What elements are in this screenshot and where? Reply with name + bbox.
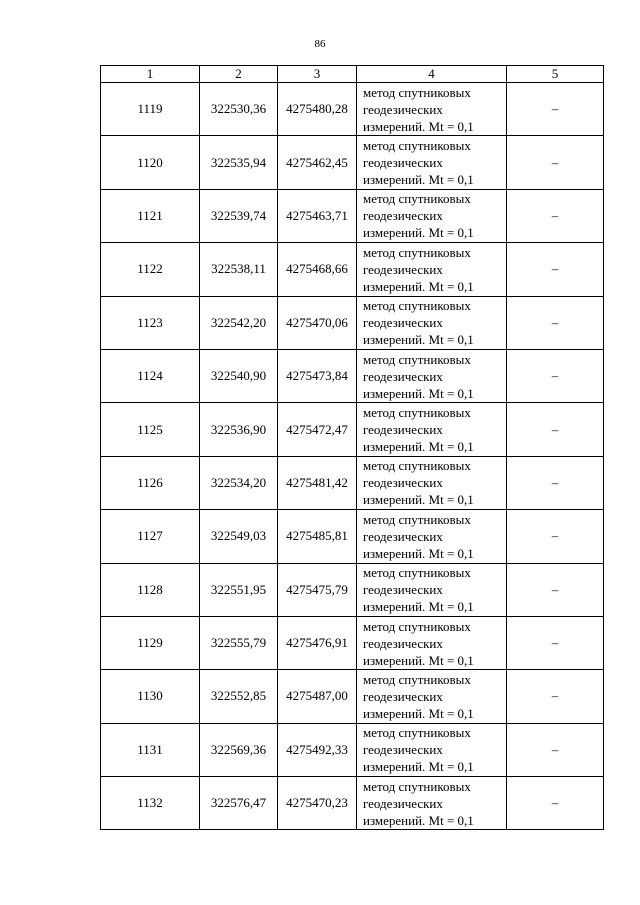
method-line: метод спутниковых [363, 298, 471, 314]
method-line: измерений. Mt = 0,1 [363, 225, 474, 241]
note-cell: – [507, 616, 604, 669]
method-line: геодезических [363, 635, 443, 651]
note-cell: – [507, 349, 604, 402]
table-row [101, 83, 604, 136]
x-coordinate-cell: 322530,36 [200, 83, 278, 136]
point-number-cell: 1127 [101, 510, 200, 563]
column-header-4: 4 [357, 66, 507, 83]
note-cell: – [507, 777, 604, 830]
method-line: геодезических [363, 422, 443, 438]
method-line: геодезических [363, 208, 443, 224]
note-cell: – [507, 136, 604, 189]
method-cell [357, 563, 507, 616]
method-line: измерений. Mt = 0,1 [363, 812, 474, 828]
point-number-cell: 1126 [101, 456, 200, 509]
method-cell [357, 296, 507, 349]
table-row [101, 563, 604, 616]
method-line: измерений. Mt = 0,1 [363, 278, 474, 294]
x-coordinate-cell: 322536,90 [200, 403, 278, 456]
method-line: метод спутниковых [363, 671, 471, 687]
table-row [101, 616, 604, 669]
table-row [101, 777, 604, 830]
point-number-cell: 1123 [101, 296, 200, 349]
method-line: метод спутниковых [363, 725, 471, 741]
point-number-cell: 1131 [101, 723, 200, 776]
x-coordinate-cell: 322539,74 [200, 189, 278, 242]
method-line: метод спутниковых [363, 138, 471, 154]
point-number-cell: 1124 [101, 349, 200, 402]
method-line: геодезических [363, 101, 443, 117]
method-line: метод спутниковых [363, 458, 471, 474]
method-cell [357, 243, 507, 296]
x-coordinate-cell: 322576,47 [200, 777, 278, 830]
method-line: измерений. Mt = 0,1 [363, 492, 474, 508]
point-number-cell: 1132 [101, 777, 200, 830]
note-cell: – [507, 723, 604, 776]
y-coordinate-cell: 4275476,91 [278, 616, 357, 669]
method-cell [357, 510, 507, 563]
page-number: 86 [314, 38, 326, 50]
coordinates-table [100, 65, 604, 830]
method-line: геодезических [363, 315, 443, 331]
method-line: метод спутниковых [363, 191, 471, 207]
method-line: геодезических [363, 475, 443, 491]
method-line: метод спутниковых [363, 618, 471, 634]
y-coordinate-cell: 4275475,79 [278, 563, 357, 616]
method-line: геодезических [363, 688, 443, 704]
table-row [101, 456, 604, 509]
method-line: измерений. Mt = 0,1 [363, 759, 474, 775]
method-line: геодезических [363, 582, 443, 598]
x-coordinate-cell: 322569,36 [200, 723, 278, 776]
table-row [101, 510, 604, 563]
method-line: геодезических [363, 742, 443, 758]
column-header-1: 1 [101, 66, 200, 83]
method-line: геодезических [363, 795, 443, 811]
method-line: геодезических [363, 261, 443, 277]
y-coordinate-cell: 4275462,45 [278, 136, 357, 189]
note-cell: – [507, 456, 604, 509]
method-line: метод спутниковых [363, 511, 471, 527]
note-cell: – [507, 243, 604, 296]
x-coordinate-cell: 322535,94 [200, 136, 278, 189]
note-cell: – [507, 563, 604, 616]
x-coordinate-cell: 322549,03 [200, 510, 278, 563]
x-coordinate-cell: 322538,11 [200, 243, 278, 296]
y-coordinate-cell: 4275468,66 [278, 243, 357, 296]
column-header-5: 5 [507, 66, 604, 83]
point-number-cell: 1119 [101, 83, 200, 136]
note-cell: – [507, 510, 604, 563]
table-row [101, 349, 604, 402]
x-coordinate-cell: 322540,90 [200, 349, 278, 402]
method-line: метод спутниковых [363, 84, 471, 100]
note-cell: – [507, 403, 604, 456]
method-line: измерений. Mt = 0,1 [363, 439, 474, 455]
table-row [101, 243, 604, 296]
y-coordinate-cell: 4275473,84 [278, 349, 357, 402]
point-number-cell: 1120 [101, 136, 200, 189]
note-cell: – [507, 670, 604, 723]
method-cell [357, 136, 507, 189]
y-coordinate-cell: 4275463,71 [278, 189, 357, 242]
y-coordinate-cell: 4275470,23 [278, 777, 357, 830]
y-coordinate-cell: 4275472,47 [278, 403, 357, 456]
method-cell [357, 403, 507, 456]
method-line: метод спутниковых [363, 778, 471, 794]
header-row [101, 66, 604, 83]
x-coordinate-cell: 322551,95 [200, 563, 278, 616]
method-cell [357, 83, 507, 136]
y-coordinate-cell: 4275480,28 [278, 83, 357, 136]
table-row [101, 136, 604, 189]
method-line: измерений. Mt = 0,1 [363, 705, 474, 721]
method-line: измерений. Mt = 0,1 [363, 599, 474, 615]
y-coordinate-cell: 4275470,06 [278, 296, 357, 349]
method-line: измерений. Mt = 0,1 [363, 545, 474, 561]
table-row [101, 403, 604, 456]
method-line: геодезических [363, 155, 443, 171]
table-row [101, 296, 604, 349]
column-header-3: 3 [278, 66, 357, 83]
table-row [101, 189, 604, 242]
method-line: измерений. Mt = 0,1 [363, 385, 474, 401]
method-line: метод спутниковых [363, 351, 471, 367]
table-row [101, 723, 604, 776]
method-line: измерений. Mt = 0,1 [363, 172, 474, 188]
y-coordinate-cell: 4275492,33 [278, 723, 357, 776]
y-coordinate-cell: 4275485,81 [278, 510, 357, 563]
method-line: метод спутниковых [363, 405, 471, 421]
x-coordinate-cell: 322534,20 [200, 456, 278, 509]
method-line: метод спутниковых [363, 565, 471, 581]
method-cell [357, 723, 507, 776]
method-line: измерений. Mt = 0,1 [363, 652, 474, 668]
table-row [101, 670, 604, 723]
column-header-2: 2 [200, 66, 278, 83]
point-number-cell: 1125 [101, 403, 200, 456]
y-coordinate-cell: 4275481,42 [278, 456, 357, 509]
note-cell: – [507, 189, 604, 242]
method-line: измерений. Mt = 0,1 [363, 332, 474, 348]
point-number-cell: 1122 [101, 243, 200, 296]
x-coordinate-cell: 322542,20 [200, 296, 278, 349]
table-body [101, 83, 604, 830]
method-cell [357, 616, 507, 669]
point-number-cell: 1121 [101, 189, 200, 242]
method-cell [357, 189, 507, 242]
method-cell [357, 670, 507, 723]
method-cell [357, 456, 507, 509]
point-number-cell: 1130 [101, 670, 200, 723]
y-coordinate-cell: 4275487,00 [278, 670, 357, 723]
point-number-cell: 1129 [101, 616, 200, 669]
x-coordinate-cell: 322552,85 [200, 670, 278, 723]
method-line: геодезических [363, 368, 443, 384]
note-cell: – [507, 83, 604, 136]
note-cell: – [507, 296, 604, 349]
point-number-cell: 1128 [101, 563, 200, 616]
method-cell [357, 777, 507, 830]
method-line: метод спутниковых [363, 244, 471, 260]
method-line: геодезических [363, 528, 443, 544]
method-cell [357, 349, 507, 402]
x-coordinate-cell: 322555,79 [200, 616, 278, 669]
method-line: измерений. Mt = 0,1 [363, 118, 474, 134]
